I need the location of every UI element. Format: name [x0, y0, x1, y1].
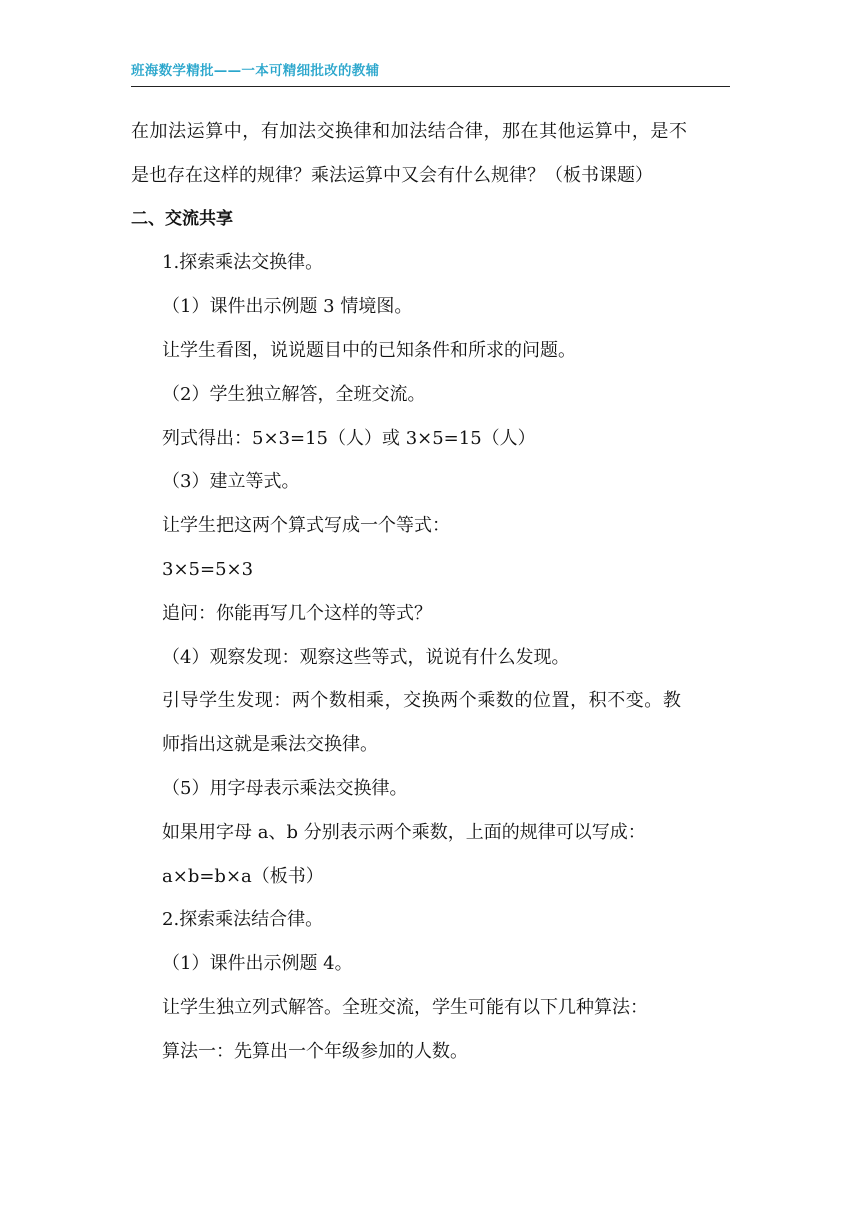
paragraph-line: （5）用字母表示乘法交换律。 — [162, 777, 408, 799]
document-body — [131, 110, 731, 1074]
subsection-heading: 2.探索乘法结合律。 — [162, 909, 324, 931]
subsection-heading: 1.探索乘法交换律。 — [162, 252, 324, 274]
paragraph-line: 如果用字母 a、b 分别表示两个乘数，上面的规律可以写成： — [162, 821, 646, 843]
paragraph-line: 让学生把这两个算式写成一个等式： — [162, 515, 450, 537]
paragraph-line: （3）建立等式。 — [162, 471, 300, 493]
paragraph-line: 引导学生发现：两个数相乘，交换两个乘数的位置，积不变。教 — [162, 690, 682, 712]
paragraph-line: （1）课件出示例题 3 情境图。 — [162, 296, 413, 318]
paragraph-line: （2）学生独立解答，全班交流。 — [162, 383, 426, 405]
equation-line: a×b=b×a（板书） — [162, 865, 324, 887]
paragraph-line: 算法一：先算出一个年级参加的人数。 — [162, 1040, 468, 1062]
paragraph-line: 列式得出：5×3=15（人）或 3×5=15（人） — [162, 427, 536, 449]
paragraph-line: 让学生独立列式解答。全班交流，学生可能有以下几种算法： — [162, 996, 648, 1018]
paragraph-line: 师指出这就是乘法交换律。 — [162, 734, 378, 756]
paragraph-line: （4）观察发现：观察这些等式，说说有什么发现。 — [162, 646, 570, 668]
equation-line: 3×5=5×3 — [162, 558, 254, 580]
paragraph-line: （1）课件出示例题 4。 — [162, 953, 353, 975]
paragraph-line: 是也存在这样的规律？乘法运算中又会有什么规律？（板书课题） — [131, 164, 653, 186]
paragraph-line: 让学生看图，说说题目中的已知条件和所求的问题。 — [162, 339, 576, 361]
paragraph-line: 在加法运算中，有加法交换律和加法结合律，那在其他运算中，是不 — [131, 121, 688, 142]
paragraph-line: 追问：你能再写几个这样的等式？ — [162, 602, 432, 624]
header-title: 班海数学精批——一本可精细批改的教辅 — [131, 63, 380, 79]
section-heading: 二、交流共享 — [131, 208, 233, 229]
page-header — [131, 62, 730, 87]
